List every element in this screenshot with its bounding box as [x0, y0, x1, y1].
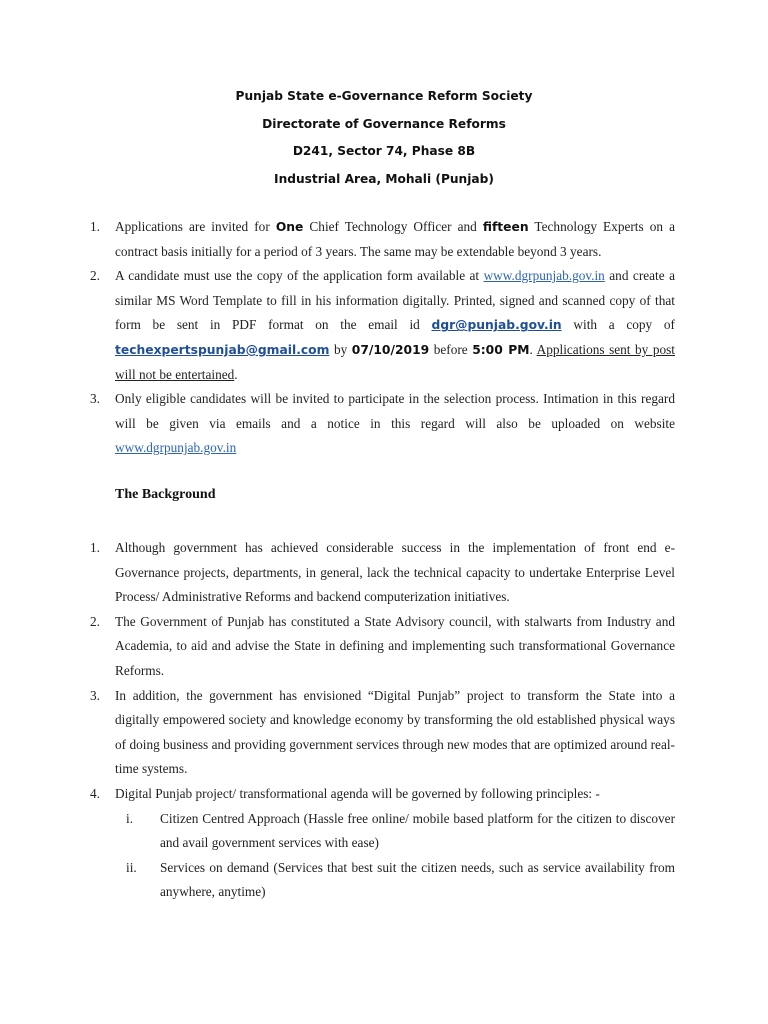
background-item-4: [90, 782, 675, 807]
dgr-email-link[interactable]: dgr@punjab.gov.in: [431, 318, 562, 333]
item-number: 3.: [90, 687, 100, 703]
item-number: 2.: [90, 613, 100, 629]
instruction-item-2: [90, 264, 675, 387]
address-line-1: D241, Sector 74, Phase 8B: [292, 144, 476, 159]
bold-one: One: [275, 220, 304, 234]
principle-text: Citizen Centred Approach (Hassle free online/ mobile based platform for the citizen to discover and avail government services with ease): [160, 810, 675, 851]
deadline-time: 5:00 PM: [472, 342, 530, 357]
directorate-name: Directorate of Governance Reforms: [262, 116, 506, 131]
bold-fifteen: fifteen: [482, 220, 529, 234]
text: .: [529, 341, 537, 357]
item-text: In addition, the government has envisioned “Digital Punjab” project to transform the State into a digitally empowered society and knowledge economy by transforming the old established physical ways of doing business and providing government services through new modes that are optimized around real-time systems.: [115, 687, 675, 777]
text: .: [234, 366, 238, 382]
background-item-1: [90, 536, 675, 610]
item-text: Digital Punjab project/ transformational agenda will be governed by following principles: -: [115, 785, 600, 801]
application-instructions-list: [90, 215, 675, 461]
letterhead: [0, 86, 768, 196]
item-number: 4.: [90, 785, 100, 801]
address-line-2: Industrial Area, Mohali (Punjab): [274, 171, 494, 186]
dgr-website-link[interactable]: www.dgrpunjab.gov.in: [483, 268, 605, 284]
text: Chief Technology Officer and: [303, 219, 483, 234]
roman-number: ii.: [126, 859, 137, 875]
background-item-2: [90, 610, 675, 684]
background-heading: The Background: [115, 487, 216, 502]
item-number: 1.: [90, 540, 100, 555]
item-number: 2.: [90, 268, 100, 284]
text: Applications are invited for: [115, 219, 276, 234]
instruction-item-1: [90, 215, 675, 264]
background-list: [90, 536, 675, 905]
dgr-website-link[interactable]: www.dgrpunjab.gov.in: [115, 440, 237, 456]
post-notice: Applications sent by post will not be entertained: [115, 341, 675, 382]
techexperts-email-link[interactable]: techexpertspunjab@gmail.com: [115, 342, 330, 357]
org-name: Punjab State e-Governance Reform Society: [235, 89, 533, 103]
principle-text: Services on demand (Services that best suit the citizen needs, such as service availability from anywhere, anytime): [160, 859, 675, 900]
principle-item-1: [90, 807, 675, 856]
text: before: [429, 341, 473, 357]
item-text: Although government has achieved considerable success in the implementation of front end e-Governance projects, departments, in general, lack the technical capacity to undertake Enterprise Level Process/ Administrative Reforms and backend computerization initiatives.: [115, 540, 675, 605]
item-number: 1.: [90, 219, 100, 234]
instruction-item-3: [90, 387, 675, 461]
roman-number: i.: [126, 810, 134, 826]
text: Technology Experts on a contract basis initially for a period of 3 years. The same may be extendable beyond 3 years.: [115, 219, 675, 259]
principle-item-2: [90, 856, 675, 905]
text: by: [329, 341, 352, 357]
background-item-3: [90, 684, 675, 782]
item-text: The Government of Punjab has constituted a State Advisory council, with stalwarts from Industry and Academia, to aid and advise the State in defining and implementing such transformational Governance Reforms.: [115, 613, 675, 678]
text: A candidate must use the copy of the application form available at: [115, 268, 484, 284]
item-number: 3.: [90, 391, 100, 407]
text: with a copy of: [561, 317, 675, 333]
deadline-date: 07/10/2019: [351, 342, 430, 357]
text: Only eligible candidates will be invited to participate in the selection process. Intimation in this regard will be given via emails and a notice in this regard will also be uploaded on website: [115, 391, 675, 431]
text: and create a similar MS Word Template to fill in his information digitally. Printed, signed and scanned copy of that form be sent in PDF format on the email id: [115, 268, 675, 333]
